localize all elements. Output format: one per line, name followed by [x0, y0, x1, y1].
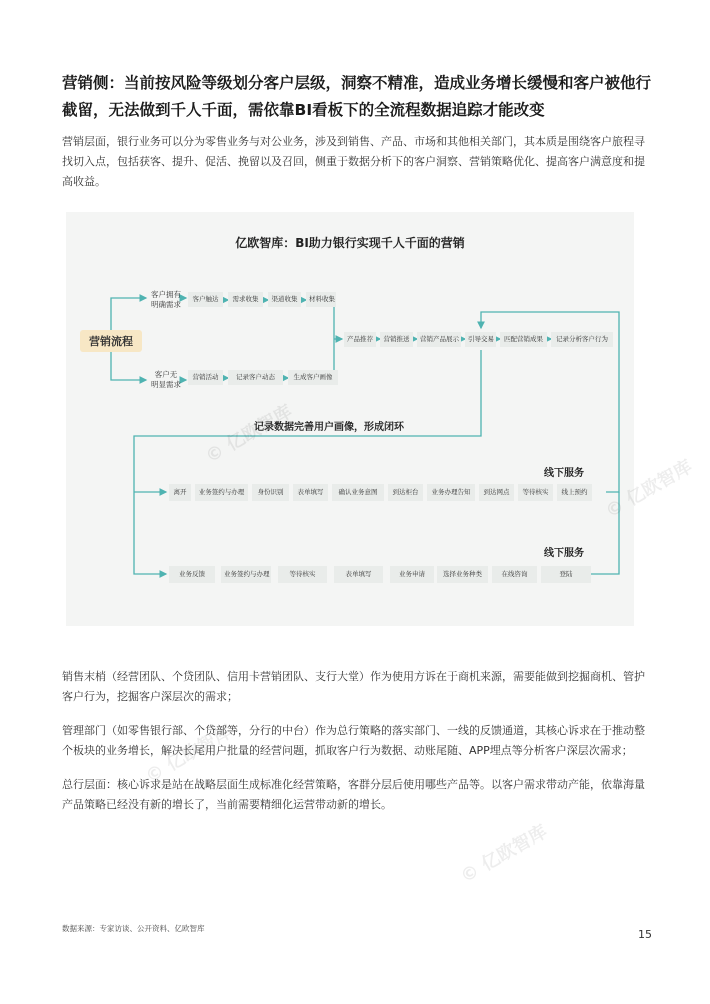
offline-step-sign: 业务签约与办理 [195, 484, 248, 501]
offline-label-2: 线下服务 [544, 548, 584, 559]
branch-no-need: 客户无 明显需求 [151, 370, 181, 389]
step-match-results: 匹配营销成果 [500, 332, 547, 347]
online-step-apply: 业务申请 [390, 566, 434, 583]
page-number: 15 [638, 928, 652, 941]
offline-step-identify: 身份识别 [252, 484, 289, 501]
branch-explicit-need: 客户拥有 明确需求 [151, 290, 181, 309]
page-heading: 营销侧：当前按风险等级划分客户层级，洞察不精准，造成业务增长缓慢和客户被他行截留，无法做到千人千面，需依靠BI看板下的全流程数据追踪才能改变 [62, 74, 652, 119]
step-need-collect: 需求收集 [228, 292, 263, 307]
paragraph-headquarters: 总行层面：核心诉求是站在战略层面生成标准化经营策略，客群分层后使用哪些产品等。以客户需求带动产能，依靠海量产品策略已经没有新的增长了，当前需要精细化运营带动新的增长。 [62, 778, 645, 811]
step-customer-profile: 生成客户画像 [288, 370, 338, 385]
step-guide-trade: 引导交易 [465, 332, 496, 347]
data-source: 数据来源：专家访谈、公开资料、亿欧智库 [62, 924, 205, 933]
paragraph-sales: 销售末梢（经营团队、个贷团队、信用卡营销团队、支行大堂）作为使用方诉在于商机来源，需要能做到挖掘商机、管护客户行为，挖掘客户深层次的需求； [62, 670, 645, 703]
step-channel-collect: 渠道收集 [268, 292, 301, 307]
marketing-flow-node: 营销流程 [80, 330, 142, 352]
offline-step-branch: 到达网点 [479, 484, 514, 501]
watermark: © 亿欧智库 [456, 821, 551, 888]
watermark: © 亿欧智库 [201, 401, 296, 468]
online-step-feedback: 业务反馈 [169, 566, 215, 583]
offline-label-1: 线下服务 [544, 468, 584, 479]
step-marketing-push: 营销推送 [380, 332, 413, 347]
online-step-wait: 等待核实 [278, 566, 327, 583]
step-campaign: 营销活动 [188, 370, 223, 385]
online-step-form: 表单填写 [334, 566, 383, 583]
step-record-dynamics: 记录客户动态 [228, 370, 283, 385]
offline-step-notify: 业务办理告知 [427, 484, 475, 501]
intro-paragraph: 营销层面，银行业务可以分为零售业务与对公业务，涉及到销售、产品、市场和其他相关部门，其本质是围绕客户旅程寻找切入点，包括获客、提升、促活、挽留以及召回，侧重于数据分析下的客户洞察、营销策略优化、提高客户满意度和提高收益。 [62, 135, 645, 188]
offline-step-leave: 离开 [169, 484, 191, 501]
step-record-behavior: 记录分析客户行为 [551, 332, 613, 347]
offline-step-wait: 等待核实 [518, 484, 553, 501]
step-product-recommend: 产品推荐 [344, 332, 376, 347]
online-step-sign: 业务签约与办理 [221, 566, 271, 583]
offline-step-reserve: 线上预约 [557, 484, 592, 501]
offline-step-confirm: 确认业务意图 [332, 484, 384, 501]
diagram-panel [66, 212, 634, 626]
paragraph-management: 管理部门（如零售银行部、个贷部等，分行的中台）作为总行策略的落实部门、一线的反馈通道，其核心诉求在于推动整个板块的业务增长，解决长尾用户批量的经营问题，抓取客户行为数据、动账尾随、APP埋点等分析客户深层次需求； [62, 724, 645, 757]
step-customer-reach: 客户触达 [188, 292, 223, 307]
watermark: © 亿欧智库 [601, 456, 696, 523]
step-product-display: 营销产品展示 [417, 332, 461, 347]
offline-step-form: 表单填写 [293, 484, 328, 501]
diagram-title: 亿欧智库：BI助力银行实现千人千面的营销 [235, 236, 465, 250]
offline-step-counter: 到达柜台 [388, 484, 423, 501]
online-step-login: 登陆 [541, 566, 591, 583]
step-material-collect: 材料收集 [306, 292, 336, 307]
online-step-consult: 在线咨询 [492, 566, 537, 583]
loop-label: 记录数据完善用户画像，形成闭环 [254, 422, 404, 433]
watermark: © 亿欧智库 [141, 721, 236, 788]
online-step-choose: 选择业务种类 [437, 566, 488, 583]
